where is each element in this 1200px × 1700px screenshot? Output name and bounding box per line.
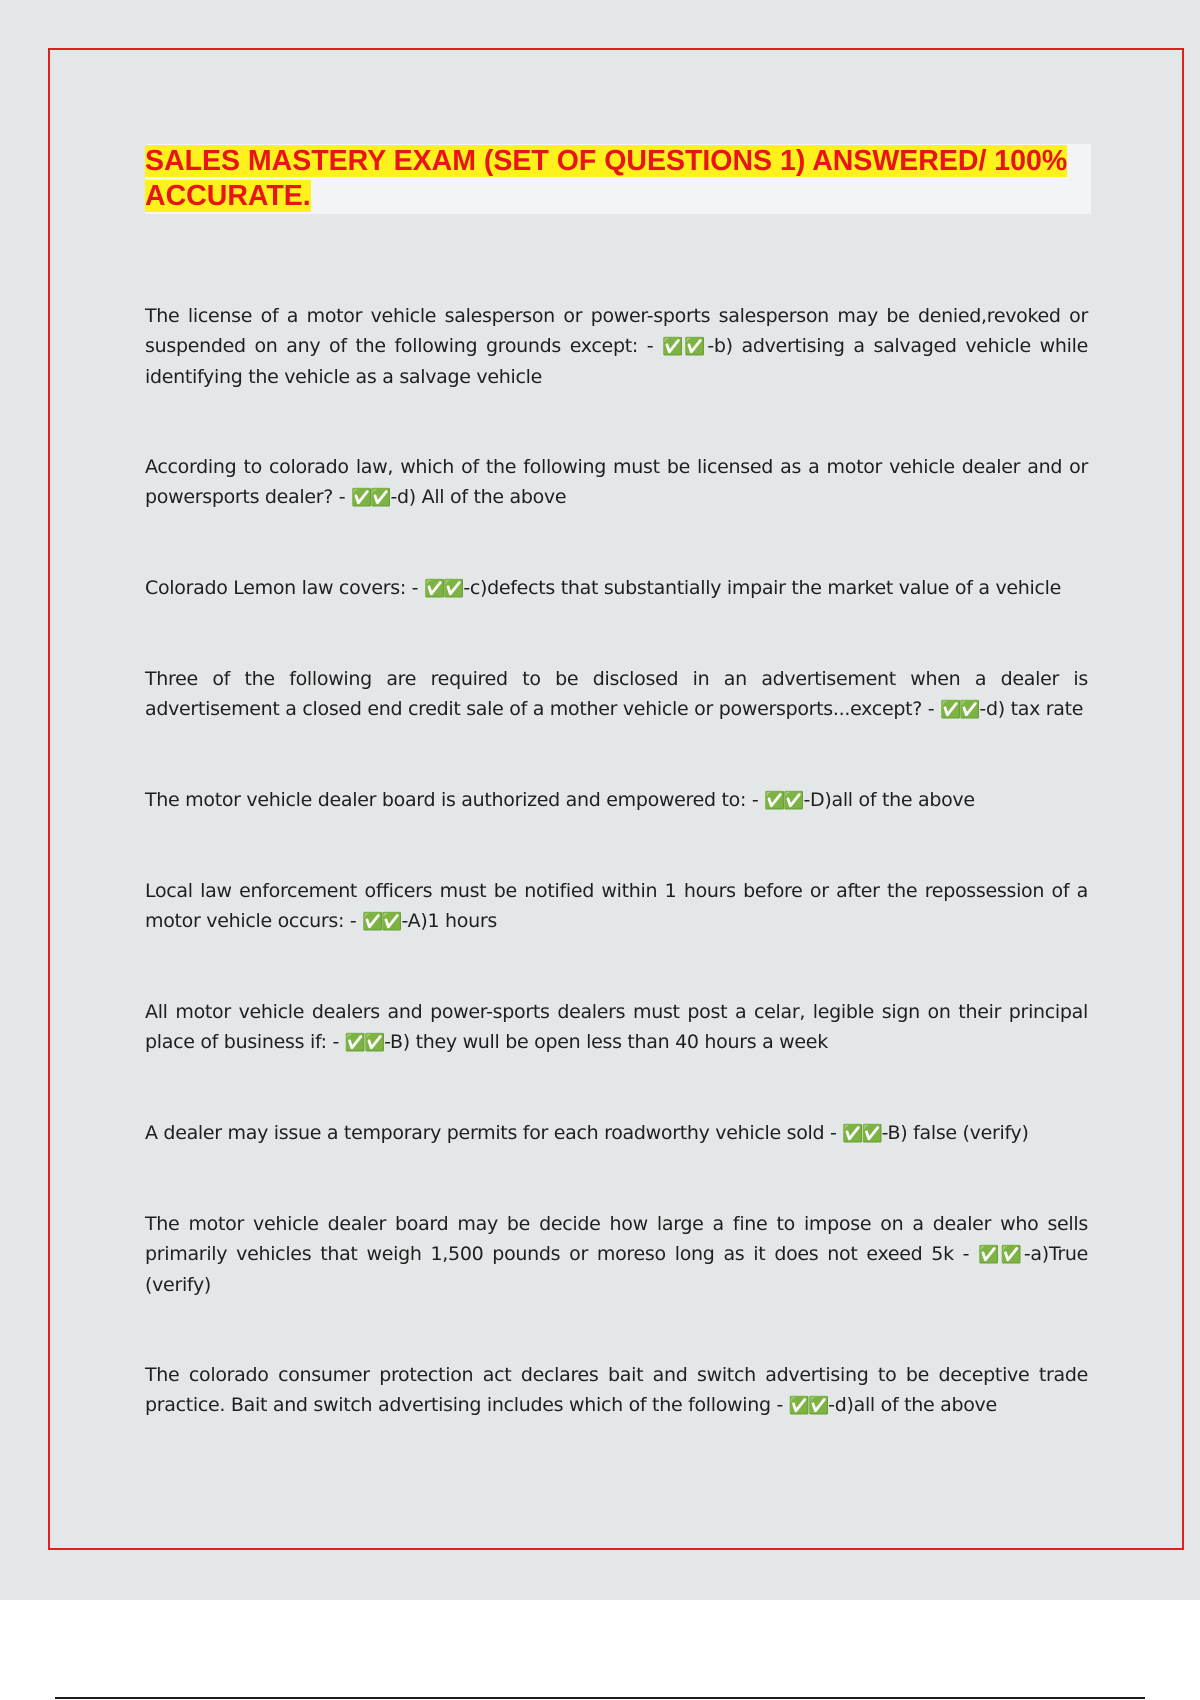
qa-item <box>145 301 1088 392</box>
answer-text: -b) advertising a salvaged vehicle while identifying the vehicle as a salvage vehicle <box>145 335 1088 388</box>
answer-text: -A)1 hours <box>401 910 497 932</box>
qa-item <box>145 876 1088 937</box>
title-line-1: SALES MASTERY EXAM (SET OF QUESTIONS 1) ANSWERED/ 100% <box>145 145 1068 177</box>
answer-text: -d) tax rate <box>979 698 1084 720</box>
question-text: All motor vehicle dealers and power-sports dealers must post a celar, legible sign on their principal place of business if: - <box>145 1001 1088 1053</box>
question-text: A dealer may issue a temporary permits for each roadworthy vehicle sold - <box>145 1122 843 1144</box>
double-check-icon: ✅✅ <box>764 791 803 811</box>
answer-text: -d)all of the above <box>828 1394 997 1416</box>
qa-item <box>145 997 1088 1058</box>
question-text: The motor vehicle dealer board may be decide how large a fine to impose on a dealer who sells primarily vehicles that weigh 1,500 pounds or moreso long as it does not exeed 5k - <box>145 1213 1088 1265</box>
question-text: The license of a motor vehicle salesperson or power-sports salesperson may be denied,revoked or suspended on any of the following grounds except: - <box>145 305 1088 357</box>
question-list <box>145 301 1088 1481</box>
double-check-icon: ✅✅ <box>362 912 401 932</box>
qa-item <box>145 1118 1088 1149</box>
qa-item <box>145 664 1088 725</box>
question-text: The motor vehicle dealer board is authorized and empowered to: - <box>145 789 765 811</box>
question-text: Local law enforcement officers must be notified within 1 hours before or after the repossession of a motor vehicle occurs: - <box>145 880 1088 932</box>
question-text: According to colorado law, which of the following must be licensed as a motor vehicle dealer and or powersports dealer? - <box>145 456 1088 508</box>
qa-item <box>145 1209 1088 1300</box>
answer-text: -B) they wull be open less than 40 hours a week <box>384 1031 828 1053</box>
double-check-icon: ✅✅ <box>662 337 707 357</box>
title-heading <box>145 144 1091 214</box>
qa-item <box>145 573 1088 604</box>
title-line-2: ACCURATE. <box>145 180 311 212</box>
qa-item <box>145 1360 1088 1421</box>
double-check-icon: ✅✅ <box>788 1396 828 1416</box>
answer-text: -d) All of the above <box>390 486 567 508</box>
question-text: Colorado Lemon law covers: - <box>145 577 424 599</box>
double-check-icon: ✅✅ <box>978 1245 1023 1265</box>
qa-item <box>145 785 1088 816</box>
double-check-icon: ✅✅ <box>344 1033 384 1053</box>
double-check-icon: ✅✅ <box>423 579 463 599</box>
question-text: The colorado consumer protection act declares bait and switch advertising to be deceptive trade practice. Bait and switch advertising includes which of the following - <box>145 1364 1088 1416</box>
answer-text: -c)defects that substantially impair the market value of a vehicle <box>463 577 1062 599</box>
double-check-icon: ✅✅ <box>940 700 979 720</box>
footer-divider <box>55 1697 1145 1699</box>
qa-item <box>145 452 1088 513</box>
answer-text: -a)True (verify) <box>145 1243 1088 1296</box>
double-check-icon: ✅✅ <box>351 488 390 508</box>
answer-text: -B) false (verify) <box>881 1122 1029 1144</box>
document-title <box>145 144 1091 214</box>
answer-text: -D)all of the above <box>803 789 975 811</box>
double-check-icon: ✅✅ <box>842 1124 881 1144</box>
question-text: Three of the following are required to be disclosed in an advertisement when a dealer is advertisement a closed end credit sale of a mother vehicle or powersports...except? - <box>145 668 1088 720</box>
